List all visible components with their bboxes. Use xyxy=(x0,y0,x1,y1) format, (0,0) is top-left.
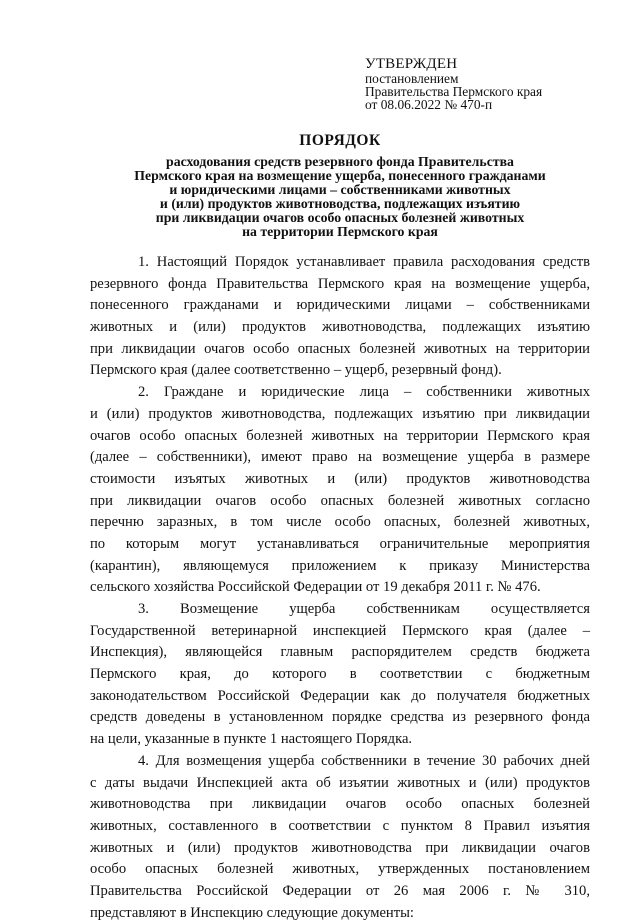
text-line: животных, составленного в соответствии с пунктом 8 Правил изъятия xyxy=(90,817,590,834)
text-line: очагов особо опасных болезней животных на территории Пермского края xyxy=(90,427,590,444)
text-line: особо опасных болезней животных, утвержденных постановлением xyxy=(90,861,590,878)
text-line: Государственной ветеринарной инспекцией Пермского края (далее – xyxy=(90,622,590,639)
document-subtitle-line: на территории Пермского края xyxy=(242,223,438,239)
text-line: 2. Граждане и юридические лица – собственники животных xyxy=(138,384,590,401)
approval-title: УТВЕРЖДЕН xyxy=(365,56,458,72)
text-line: понесенного гражданами и юридическими лицами – собственниками xyxy=(90,297,590,314)
text-line: законодательством Российской Федерации как до получателя бюджетных xyxy=(90,687,590,704)
text-line: по которым могут устанавливаться ограничительные мероприятия xyxy=(90,535,590,552)
approval-line: от 08.06.2022 № 470-п xyxy=(365,97,493,112)
text-line: (далее – собственники), имеют право на возмещение ущерба в размере xyxy=(90,449,590,466)
text-line: Пермского края (далее соответственно – ущерб, резервный фонд). xyxy=(90,362,502,379)
text-line: сельского хозяйства Российской Федерации от 19 декабря 2011 г. № 476. xyxy=(90,579,541,596)
text-line: животных и (или) продуктов животноводства, подлежащих изъятию xyxy=(90,319,590,336)
text-line: Инспекция), являющейся главным распорядителем средств бюджета xyxy=(90,644,590,661)
paragraph-3 xyxy=(90,599,590,751)
text-line: при ликвидации очагов особо опасных болезней животных согласно xyxy=(90,492,590,509)
text-line: средств доведены в установленном порядке средства из резервного фонда xyxy=(90,709,590,726)
document-subtitle-line: и юридическими лицами – собственниками животных xyxy=(169,181,511,197)
text-line: 3. Возмещение ущерба собственникам осуществляется xyxy=(138,601,590,617)
text-line: 1. Настоящий Порядок устанавливает правила расходования средств xyxy=(138,254,590,270)
document-subtitle-line: расходования средств резервного фонда Правительства xyxy=(166,154,514,169)
text-line: и (или) продуктов животноводства, подлежащих изъятию при ликвидации xyxy=(90,405,590,422)
text-line: Правительства Российской Федерации от 26 мая 2006 г. № 310, xyxy=(90,882,590,899)
text-line: при ликвидации очагов особо опасных болезней животных на территории xyxy=(90,340,590,357)
text-line: на цели, указанные в пункте 1 настоящего Порядка. xyxy=(90,731,413,748)
approval-line: Правительства Пермского края xyxy=(365,84,543,99)
text-line: Пермского края, до которого в соответствии с бюджетным xyxy=(90,666,590,683)
document-subtitle-line: и (или) продуктов животноводства, подлежащих изъятию xyxy=(159,195,521,211)
document-body xyxy=(90,252,590,924)
paragraph-1 xyxy=(90,252,590,382)
document-title-main: ПОРЯДОК xyxy=(299,132,381,149)
text-line: 4. Для возмещения ущерба собственники в течение 30 рабочих дней xyxy=(138,752,590,769)
text-line: резервного фонда Правительства Пермского края на возмещение ущерба, xyxy=(90,275,590,292)
document-subtitle-line: Пермского края на возмещение ущерба, понесенного гражданами xyxy=(134,167,546,183)
document-title xyxy=(90,132,590,238)
paragraph-4 xyxy=(90,751,590,924)
approval-stamp xyxy=(365,56,615,111)
text-line: животноводства при ликвидации очагов особо опасных болезней xyxy=(90,796,590,813)
document-subtitle-line: при ликвидации очагов особо опасных болезней животных xyxy=(155,209,525,225)
text-line: (карантин), являющемуся приложением к приказу Министерства xyxy=(90,557,590,574)
text-line: с даты выдачи Инспекцией акта об изъятии животных и (или) продуктов xyxy=(90,774,590,791)
text-line: стоимости изъятых животных и (или) продуктов животноводства xyxy=(90,470,590,487)
approval-line: постановлением xyxy=(365,71,459,86)
text-line: перечню заразных, в том числе особо опасных, болезней животных, xyxy=(90,514,590,531)
text-line: животных и (или) продуктов животноводства при ликвидации очагов xyxy=(90,839,590,856)
text-line: представляют в Инспекцию следующие документы: xyxy=(90,904,414,921)
paragraph-2 xyxy=(90,382,590,599)
